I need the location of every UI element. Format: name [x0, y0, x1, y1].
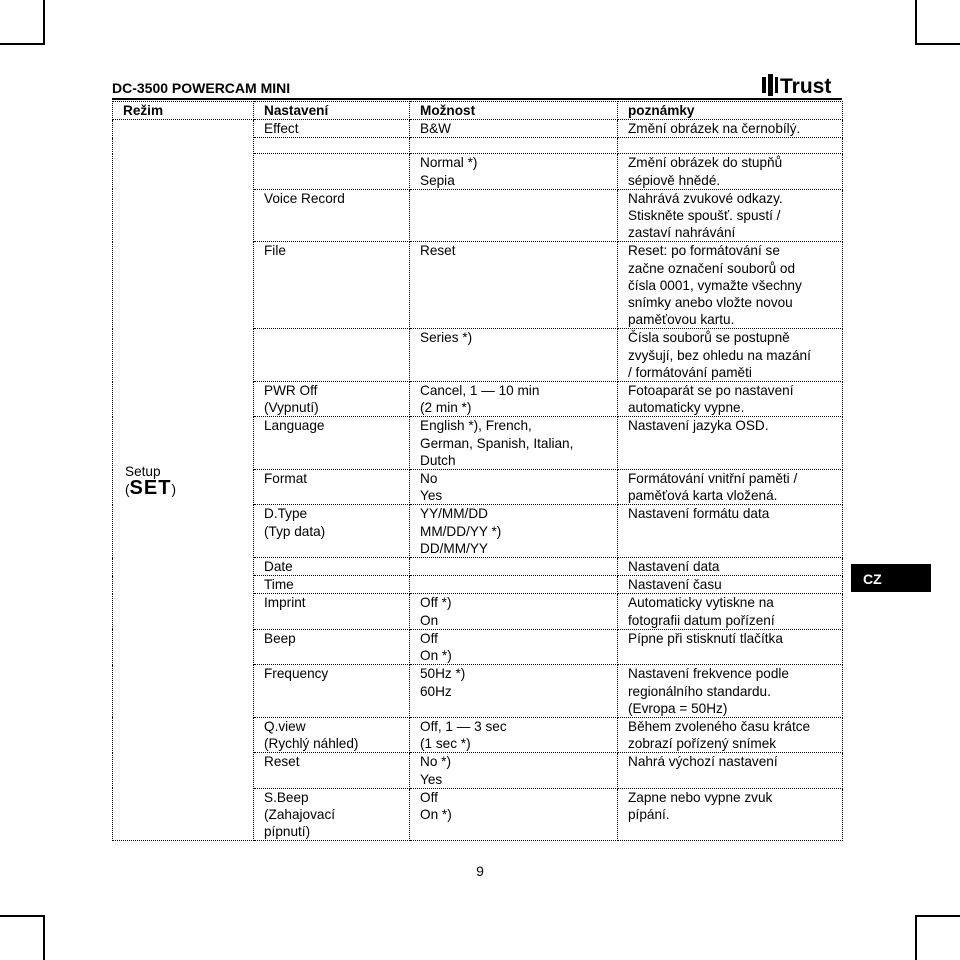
- table-body: [113, 120, 843, 841]
- crop-mark-bottom-left-vertical: [43, 915, 45, 960]
- crop-mark-top-right-horizontal: [915, 43, 960, 45]
- setting-cell: Date: [254, 558, 410, 576]
- settings-table: [112, 101, 843, 841]
- option-cell: Off, 1 — 3 sec (1 sec *): [410, 717, 618, 752]
- option-cell: Off *) On: [410, 594, 618, 629]
- setting-cell: D.Type (Typ data): [254, 505, 410, 558]
- note-cell: Změní obrázek na černobílý.: [618, 120, 843, 138]
- setting-cell: Q.view (Rychlý náhled): [254, 717, 410, 752]
- set-icon-text: SET: [129, 476, 172, 499]
- setting-cell: [254, 154, 410, 189]
- column-header-option: Možnost: [410, 102, 618, 120]
- setting-cell: Voice Record: [254, 189, 410, 242]
- setting-cell: [254, 329, 410, 382]
- table-header-row: [113, 102, 843, 120]
- note-cell: Nastavení frekvence podle regionálního standardu. (Evropa = 50Hz): [618, 665, 843, 718]
- setting-cell: Beep: [254, 629, 410, 664]
- column-header-setting: Nastavení: [254, 102, 410, 120]
- option-cell: Normal *) Sepia: [410, 154, 618, 189]
- setting-cell: S.Beep (Zahajovací pípnutí): [254, 788, 410, 841]
- document-title: DC-3500 POWERCAM MINI: [112, 80, 291, 96]
- trust-logo-icon: [762, 74, 842, 96]
- option-cell: 50Hz *) 60Hz: [410, 665, 618, 718]
- mode-cell: [113, 120, 254, 841]
- option-cell: YY/MM/DD MM/DD/YY *) DD/MM/YY: [410, 505, 618, 558]
- option-cell: English *), French, German, Spanish, Italian, Dutch: [410, 417, 618, 470]
- mode-label: Setup: [125, 463, 161, 479]
- option-cell: Off On *): [410, 629, 618, 664]
- setting-cell: Format: [254, 470, 410, 505]
- crop-mark-top-left-horizontal: [0, 43, 45, 45]
- setting-cell: [254, 138, 410, 154]
- option-cell: No Yes: [410, 470, 618, 505]
- note-cell: Fotoaparát se po nastavení automaticky vypne.: [618, 382, 843, 417]
- option-cell: [410, 576, 618, 594]
- note-cell: Změní obrázek do stupňů sépiově hnědé.: [618, 154, 843, 189]
- note-cell: Pípne při stisknutí tlačítka: [618, 629, 843, 664]
- page-number: 9: [476, 863, 484, 879]
- note-cell: [618, 138, 843, 154]
- setting-cell: Effect: [254, 120, 410, 138]
- note-cell: Nastavení data: [618, 558, 843, 576]
- column-header-notes: poznámky: [618, 102, 843, 120]
- option-cell: Off On *): [410, 788, 618, 841]
- option-cell: Reset: [410, 242, 618, 329]
- option-cell: No *) Yes: [410, 753, 618, 788]
- note-cell: Automaticky vytiskne na fotografii datum pořízení: [618, 594, 843, 629]
- note-cell: Čísla souborů se postupně zvyšují, bez ohledu na mazání / formátování paměti: [618, 329, 843, 382]
- table-row: [113, 120, 843, 138]
- note-cell: Nastavení jazyka OSD.: [618, 417, 843, 470]
- setting-cell: Imprint: [254, 594, 410, 629]
- option-cell: [410, 138, 618, 154]
- note-cell: Nahrává zvukové odkazy. Stiskněte spoušť. spustí / zastaví nahrávání: [618, 189, 843, 242]
- option-cell: Cancel, 1 — 10 min (2 min *): [410, 382, 618, 417]
- note-cell: Nastavení formátu data: [618, 505, 843, 558]
- setting-cell: Language: [254, 417, 410, 470]
- setting-cell: Frequency: [254, 665, 410, 718]
- option-cell: Series *): [410, 329, 618, 382]
- note-cell: Formátování vnitřní paměti / paměťová karta vložená.: [618, 470, 843, 505]
- setting-cell: Reset: [254, 753, 410, 788]
- crop-mark-top-right-vertical: [915, 0, 917, 45]
- column-header-mode: Režim: [113, 102, 254, 120]
- note-cell: Zapne nebo vypne zvuk pípání.: [618, 788, 843, 841]
- trust-logo-text: Trust: [780, 75, 832, 96]
- note-cell: Reset: po formátování se začne označení souborů od čísla 0001, vymažte všechny snímky anebo vložte novou paměťovou kartu.: [618, 242, 843, 329]
- set-mode-icon: (SET): [125, 476, 176, 499]
- note-cell: Nahrá výchozí nastavení: [618, 753, 843, 788]
- crop-mark-bottom-right-horizontal: [915, 915, 960, 917]
- option-cell: [410, 558, 618, 576]
- setting-cell: PWR Off (Vypnutí): [254, 382, 410, 417]
- crop-mark-bottom-left-horizontal: [0, 915, 45, 917]
- language-tab: CZ: [851, 564, 931, 592]
- crop-mark-bottom-right-vertical: [915, 915, 917, 960]
- setting-cell: Time: [254, 576, 410, 594]
- option-cell: [410, 189, 618, 242]
- note-cell: Během zvoleného času krátce zobrazí pořízený snímek: [618, 717, 843, 752]
- crop-mark-top-left-vertical: [43, 0, 45, 45]
- option-cell: B&W: [410, 120, 618, 138]
- note-cell: Nastavení času: [618, 576, 843, 594]
- trust-logo: [762, 74, 842, 101]
- setting-cell: File: [254, 242, 410, 329]
- header-rule: [112, 98, 842, 100]
